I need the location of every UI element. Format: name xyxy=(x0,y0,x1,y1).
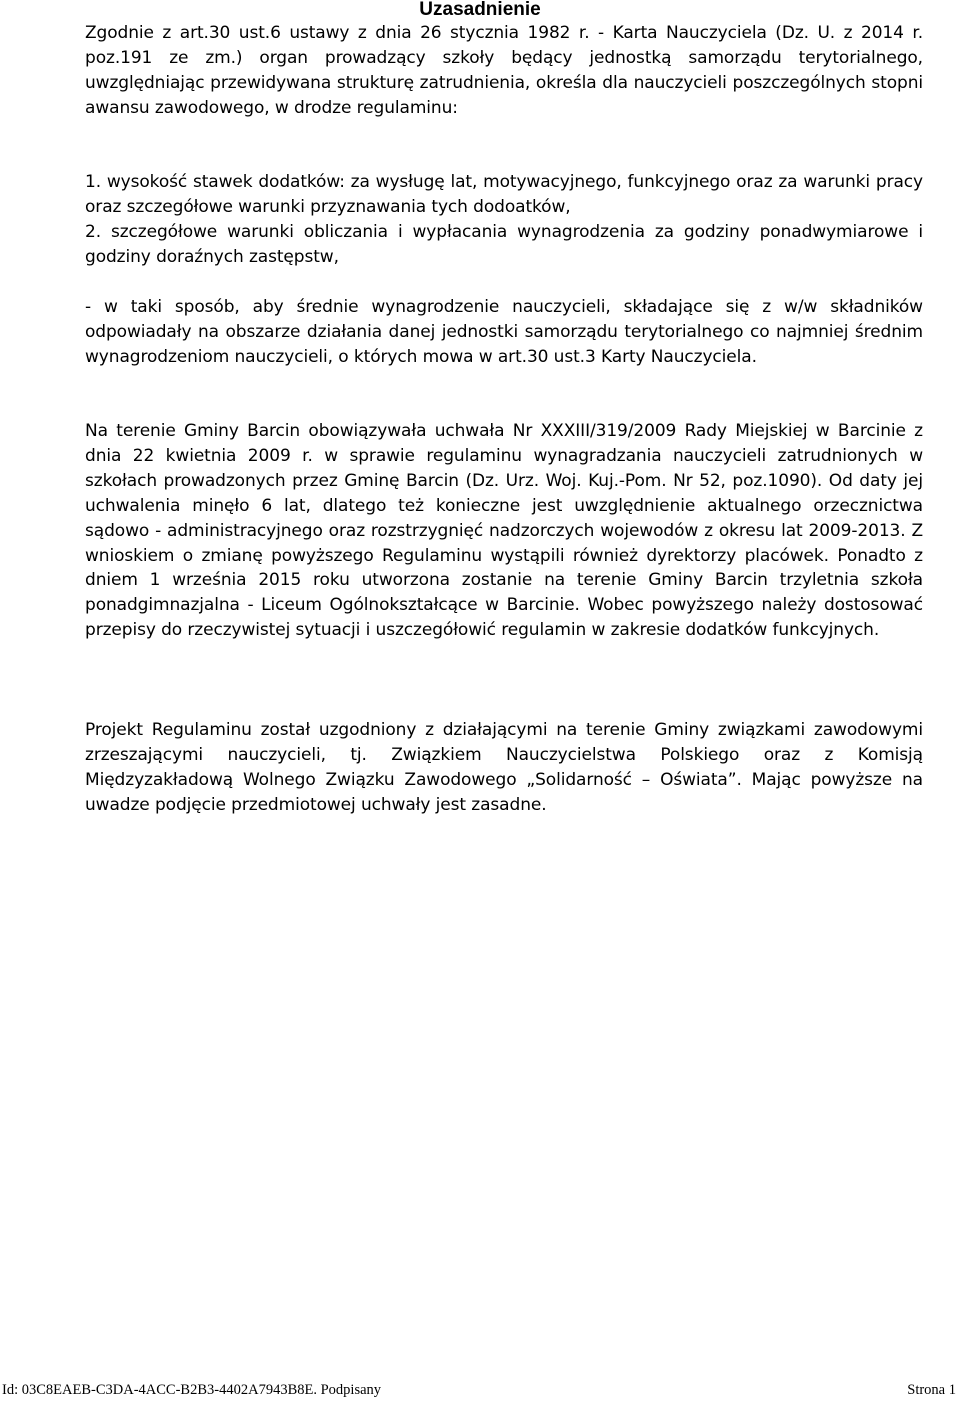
justification-text: Na terenie Gminy Barcin obowiązywała uchwała Nr XXXIII/319/2009 Rady Miejskiej w Barcinie z dnia 22 kwietnia 2009 r. w sprawie regulaminu wynagradzania nauczycieli zatrudnionych w szkołach prowadzonych przez Gminę Barcin (Dz. Urz. Woj. Kuj.-Pom. Nr 52, poz.1090). Od daty jej uchwalenia minęło 6 lat, dlatego też konieczne jest uwzględnienie aktualnego orzecznictwa sądowo - administracyjnego oraz rozstrzygnięć nadzorczych wojewodów z okresu lat 2009-2013. Z wnioskiem o zmianę powyższego Regulaminu wystąpili również dyrektorzy placówek. Ponadto z dniem 1 września 2015 roku utworzona zostanie na terenie Gminy Barcin trzyletnia szkoła ponadgimnazjalna - Liceum Ogólnokształcące w Barcinie. Wobec powyższego należy dostosować przepisy do rzeczywistej sytuacji i uszczegółowić regulamin w zakresie dodatków funkcyjnych. xyxy=(85,421,923,641)
list-item: 2. szczegółowe warunki obliczania i wypłacania wynagrodzenia za godziny ponadwymiarowe i godziny doraźnych zastępstw, xyxy=(85,221,923,267)
document-id-footer: Id: 03C8EAEB-C3DA-4ACC-B2B3-4402A7943B8E. Podpisany xyxy=(2,1382,382,1398)
conditions-text: - w taki sposób, aby średnie wynagrodzenie nauczycieli, składające się z w/w składników odpowiadały na obszarze działania danej jednostki samorządu terytorialnego co najmniej średnim wynagrodzeniom nauczycieli, o których mowa w art.30 ust.3 Karty Nauczyciela. xyxy=(85,297,923,367)
consultation-text: Projekt Regulaminu został uzgodniony z działającymi na terenie Gminy związkami zawodowymi zrzeszającymi nauczycieli, tj. Związkiem Nauczycielstwa Polskiego oraz z Komisją Międzyzakładową Wolnego Związku Zawodowego „Solidarność – Oświata”. Mając powyższe na uwadze podjęcie przedmiotowej uchwały jest zasadne. xyxy=(85,720,923,815)
list-item: 1. wysokość stawek dodatków: za wysługę lat, motywacyjnego, funkcyjnego oraz za warunki pracy oraz szczegółowe warunki przyznawania tych dodoatków, xyxy=(85,172,923,217)
document-heading: Uzasadnienie xyxy=(419,0,541,20)
page-number: Strona 1 xyxy=(907,1382,956,1398)
intro-paragraph xyxy=(85,21,923,121)
conditions-paragraph xyxy=(85,295,923,370)
consultation-paragraph xyxy=(85,718,923,818)
justification-paragraph xyxy=(85,419,923,643)
regulation-scope-list xyxy=(85,170,923,270)
intro-text: Zgodnie z art.30 ust.6 ustawy z dnia 26 stycznia 1982 r. - Karta Nauczyciela (Dz. U. z 2014 r. poz.191 ze zm.) organ prowadzący szkoły będący jednostką samorządu terytorialnego, uwzględniając przewidywana strukturę zatrudnienia, określa dla nauczycieli poszczególnych stopni awansu zawodowego, w drodze regulaminu: xyxy=(85,23,923,118)
